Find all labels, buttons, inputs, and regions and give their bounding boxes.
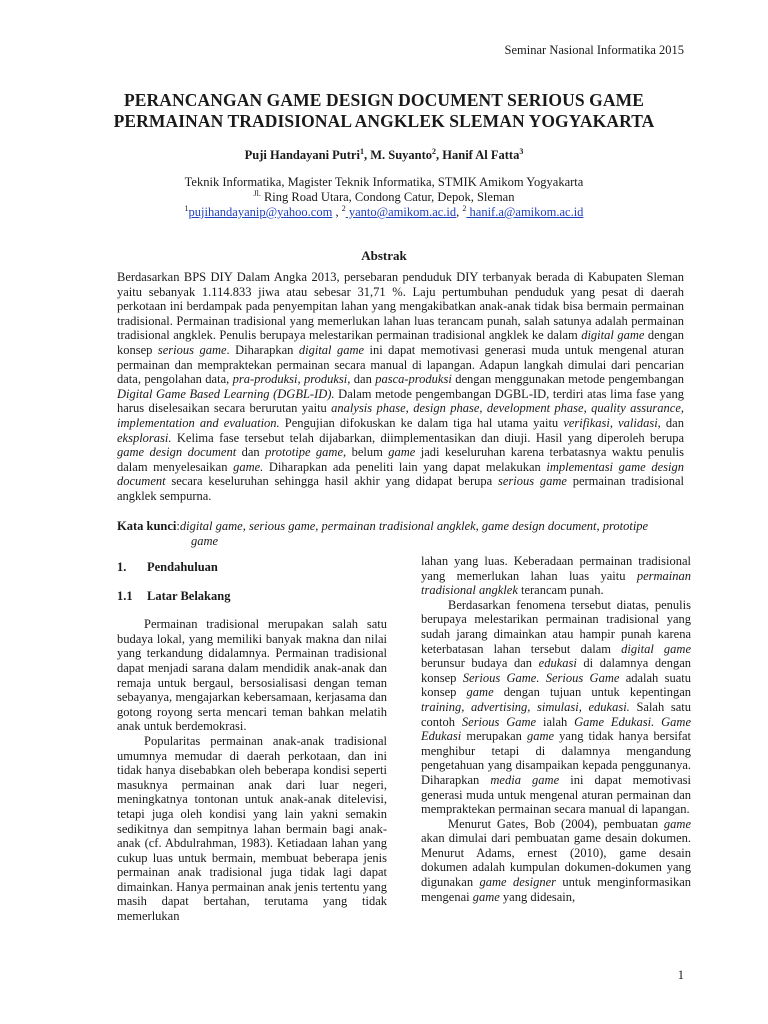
- subsection-heading: [117, 589, 387, 604]
- author-sup: 1: [359, 146, 364, 156]
- address-line: [60, 190, 708, 205]
- author-name: Puji Handayani Putri: [244, 148, 360, 162]
- affiliation-line: Teknik Informatika, Magister Teknik Informatika, STMIK Amikom Yogyakarta: [184, 175, 584, 189]
- email-separator: ,: [332, 205, 342, 219]
- abstract-body: [117, 270, 684, 504]
- title-line-2: PERMAINAN TRADISIONAL ANGKLEK SLEMAN YOGYAKARTA: [113, 111, 655, 131]
- right-column: [421, 554, 691, 904]
- subsection-title: Latar Belakang: [147, 588, 231, 603]
- author-sup: 2: [432, 146, 437, 156]
- email-separator: ,: [456, 205, 463, 219]
- author-list: [60, 148, 708, 163]
- author-separator: ,: [436, 148, 443, 162]
- body-paragraph: Permainan tradisional merupakan salah satu budaya lokal, yang memiliki banyak makna dan nilai yang terkandung didalamnya. Permainan tradisional dapat menjadi sarana dalam mendidik anak-anak dan remaja untuk bergaul, bersosialisasi dengan teman sebayanya, mengajarkan kebersamaan, kerjasama dan gotong royong serta mencari teman bahkan melatih anak untuk berdemokrasi.: [117, 617, 387, 734]
- affiliation-block: [60, 175, 708, 220]
- author-sup: 3: [519, 146, 524, 156]
- body-paragraph: Berdasarkan fenomena tersebut diatas, penulis berupaya melestarikan permainan tradisional yang sudah jarang dimainkan atau hampir punah karena keterbatasan lahan tersebut dalam digital game berunsur budaya dan edukasi di dalamnya dengan konsep Serious Game. Serious Game adalah suatu konsep game dengan tujuan untuk kepentingan training, advertising, simulasi, edukasi. Salah satu contoh Serious Game ialah Game Edukasi. Game Edukasi merupakan game yang tidak hanya bersifat menghibur tetapi di dalamnya mengandung pengetahuan yang disampaikan kepada penggunanya. Diharapkan media game ini dapat memotivasi generasi muda untuk mengenal aturan permainan dan mempraktekan permainan secara manual di lapangan.: [421, 597, 692, 817]
- author-name: M. Suyanto: [370, 148, 433, 162]
- keywords-label: Kata kunci: [117, 519, 177, 533]
- keywords-continuation: game: [191, 533, 219, 548]
- email-sup: 2: [341, 203, 346, 213]
- body-paragraph: Popularitas permainan anak-anak tradisional umumnya memudar di daerah perkotaan, dan ini tidak hanya disebabkan oleh beberapa kondisi seperti masuknya permainan anak dari luar negeri, meningkatnya tontonan untuk anak-anak ditelevisi, tetapi juga oleh kondisi yang lain yakni semakin sedikitnya dan sempitnya lahan bermain bagi anak-anak (cf. Abdulrahman, 1983). Ketiadaan lahan yang cukup luas untuk bermain, membuat beberapa jenis permainan anak tradisional juga tidak lagi dapat dimainkan. Hanya permainan anak jenis tertentu yang masih dapat bertahan, terutama yang tidak memerlukan: [117, 733, 387, 924]
- email-sup: 2: [462, 203, 467, 213]
- address-text: Ring Road Utara, Condong Catur, Depok, Sleman: [260, 190, 515, 204]
- subsection-number: 1.1: [117, 588, 133, 603]
- title-line-1: PERANCANGAN GAME DESIGN DOCUMENT SERIOUS GAME: [124, 90, 644, 110]
- abstract-heading: Abstrak: [361, 248, 407, 263]
- author-name: Hanif Al Fatta: [442, 148, 520, 162]
- section-heading: [117, 560, 387, 575]
- email-link[interactable]: pujihandayanip@yahoo.com: [188, 205, 333, 219]
- abstract-paragraph: Berdasarkan BPS DIY Dalam Angka 2013, persebaran penduduk DIY terbanyak berada di Kabupaten Sleman yaitu sebanyak 1.114.833 jiwa atau sebesar 31,71 %. Laju pertumbuhan penduduk yang pesat di daerah perkotaan ini berdampak pada penyempitan lahan yang mengakibatkan anak-anak tidak bisa bermain permainan tradisional. Permainan tradisional yang memerlukan lahan luas terancam punah, salah satunya adalah permainan tradisional angklek. Penulis berupaya melestarikan permainan tradisional angklek ke dalam digital game dengan konsep serious game. Diharapkan digital game ini dapat memotivasi generasi muda untuk mengenal aturan permainan dan mempraktekan permainan secara manual di lapangan. Adapun langkah dimulai dari pencarian data, pengolahan data, pra-produksi, produksi, dan pasca-produksi dengan menggunakan metode pengembangan Digital Game Based Learning (DGBL-ID). Dalam metode pengembangan DGBL-ID, terdiri atas lima fase yang harus diselesaikan secara berurutan yaitu analysis phase, design phase, development phase, quality assurance, implementation and evaluation. Pengujian difokuskan ke dalam tiga hal utama yaitu verifikasi, validasi, dan eksplorasi. Kelima fase tersebut telah dijabarkan, diimplementasikan dan diuji. Hasil yang diperoleh berupa game design document dan prototipe game, belum game jadi keseluruhan karena terbatasnya waktu penulis dalam menyelesaikan game. Diharapkan ada peneliti lain yang dapat melakukan implementasi game design document secara keseluruhan sehingga hasil akhir yang didapat berupa serious game permainan tradisional angklek sempurna.: [117, 270, 684, 503]
- section-number: 1.: [117, 560, 127, 574]
- keywords-block: [117, 519, 684, 548]
- email-link[interactable]: yanto@amikom.ac.id: [345, 205, 457, 219]
- page-number: 1: [677, 968, 684, 982]
- email-sup: 1: [184, 203, 189, 213]
- email-line: [60, 205, 708, 220]
- author-separator: ,: [363, 148, 371, 162]
- address-sup: Jl.: [253, 188, 261, 198]
- keywords-values: digital game, serious game, permainan tradisional angklek, game design document, prototipe: [179, 519, 649, 533]
- running-head: Seminar Nasional Informatika 2015: [504, 43, 684, 57]
- left-column: [117, 560, 387, 924]
- paper-title: [60, 90, 708, 132]
- section-title: Pendahuluan: [147, 560, 218, 574]
- keywords-separator: :: [176, 519, 180, 533]
- email-link[interactable]: hanif.a@amikom.ac.id: [466, 205, 584, 219]
- body-paragraph: lahan yang luas. Keberadaan permainan tradisional yang memerlukan lahan luas yaitu permainan tradisional angklek terancam punah.: [421, 554, 691, 598]
- body-paragraph: Menurut Gates, Bob (2004), pembuatan game akan dimulai dari pembuatan game desain dokumen. Menurut Adams, ernest (2010), game desain dokumen adalah kumpulan dokumen-dokumen yang digunakan game designer untuk menginformasikan mengenai game yang didesain,: [421, 816, 691, 904]
